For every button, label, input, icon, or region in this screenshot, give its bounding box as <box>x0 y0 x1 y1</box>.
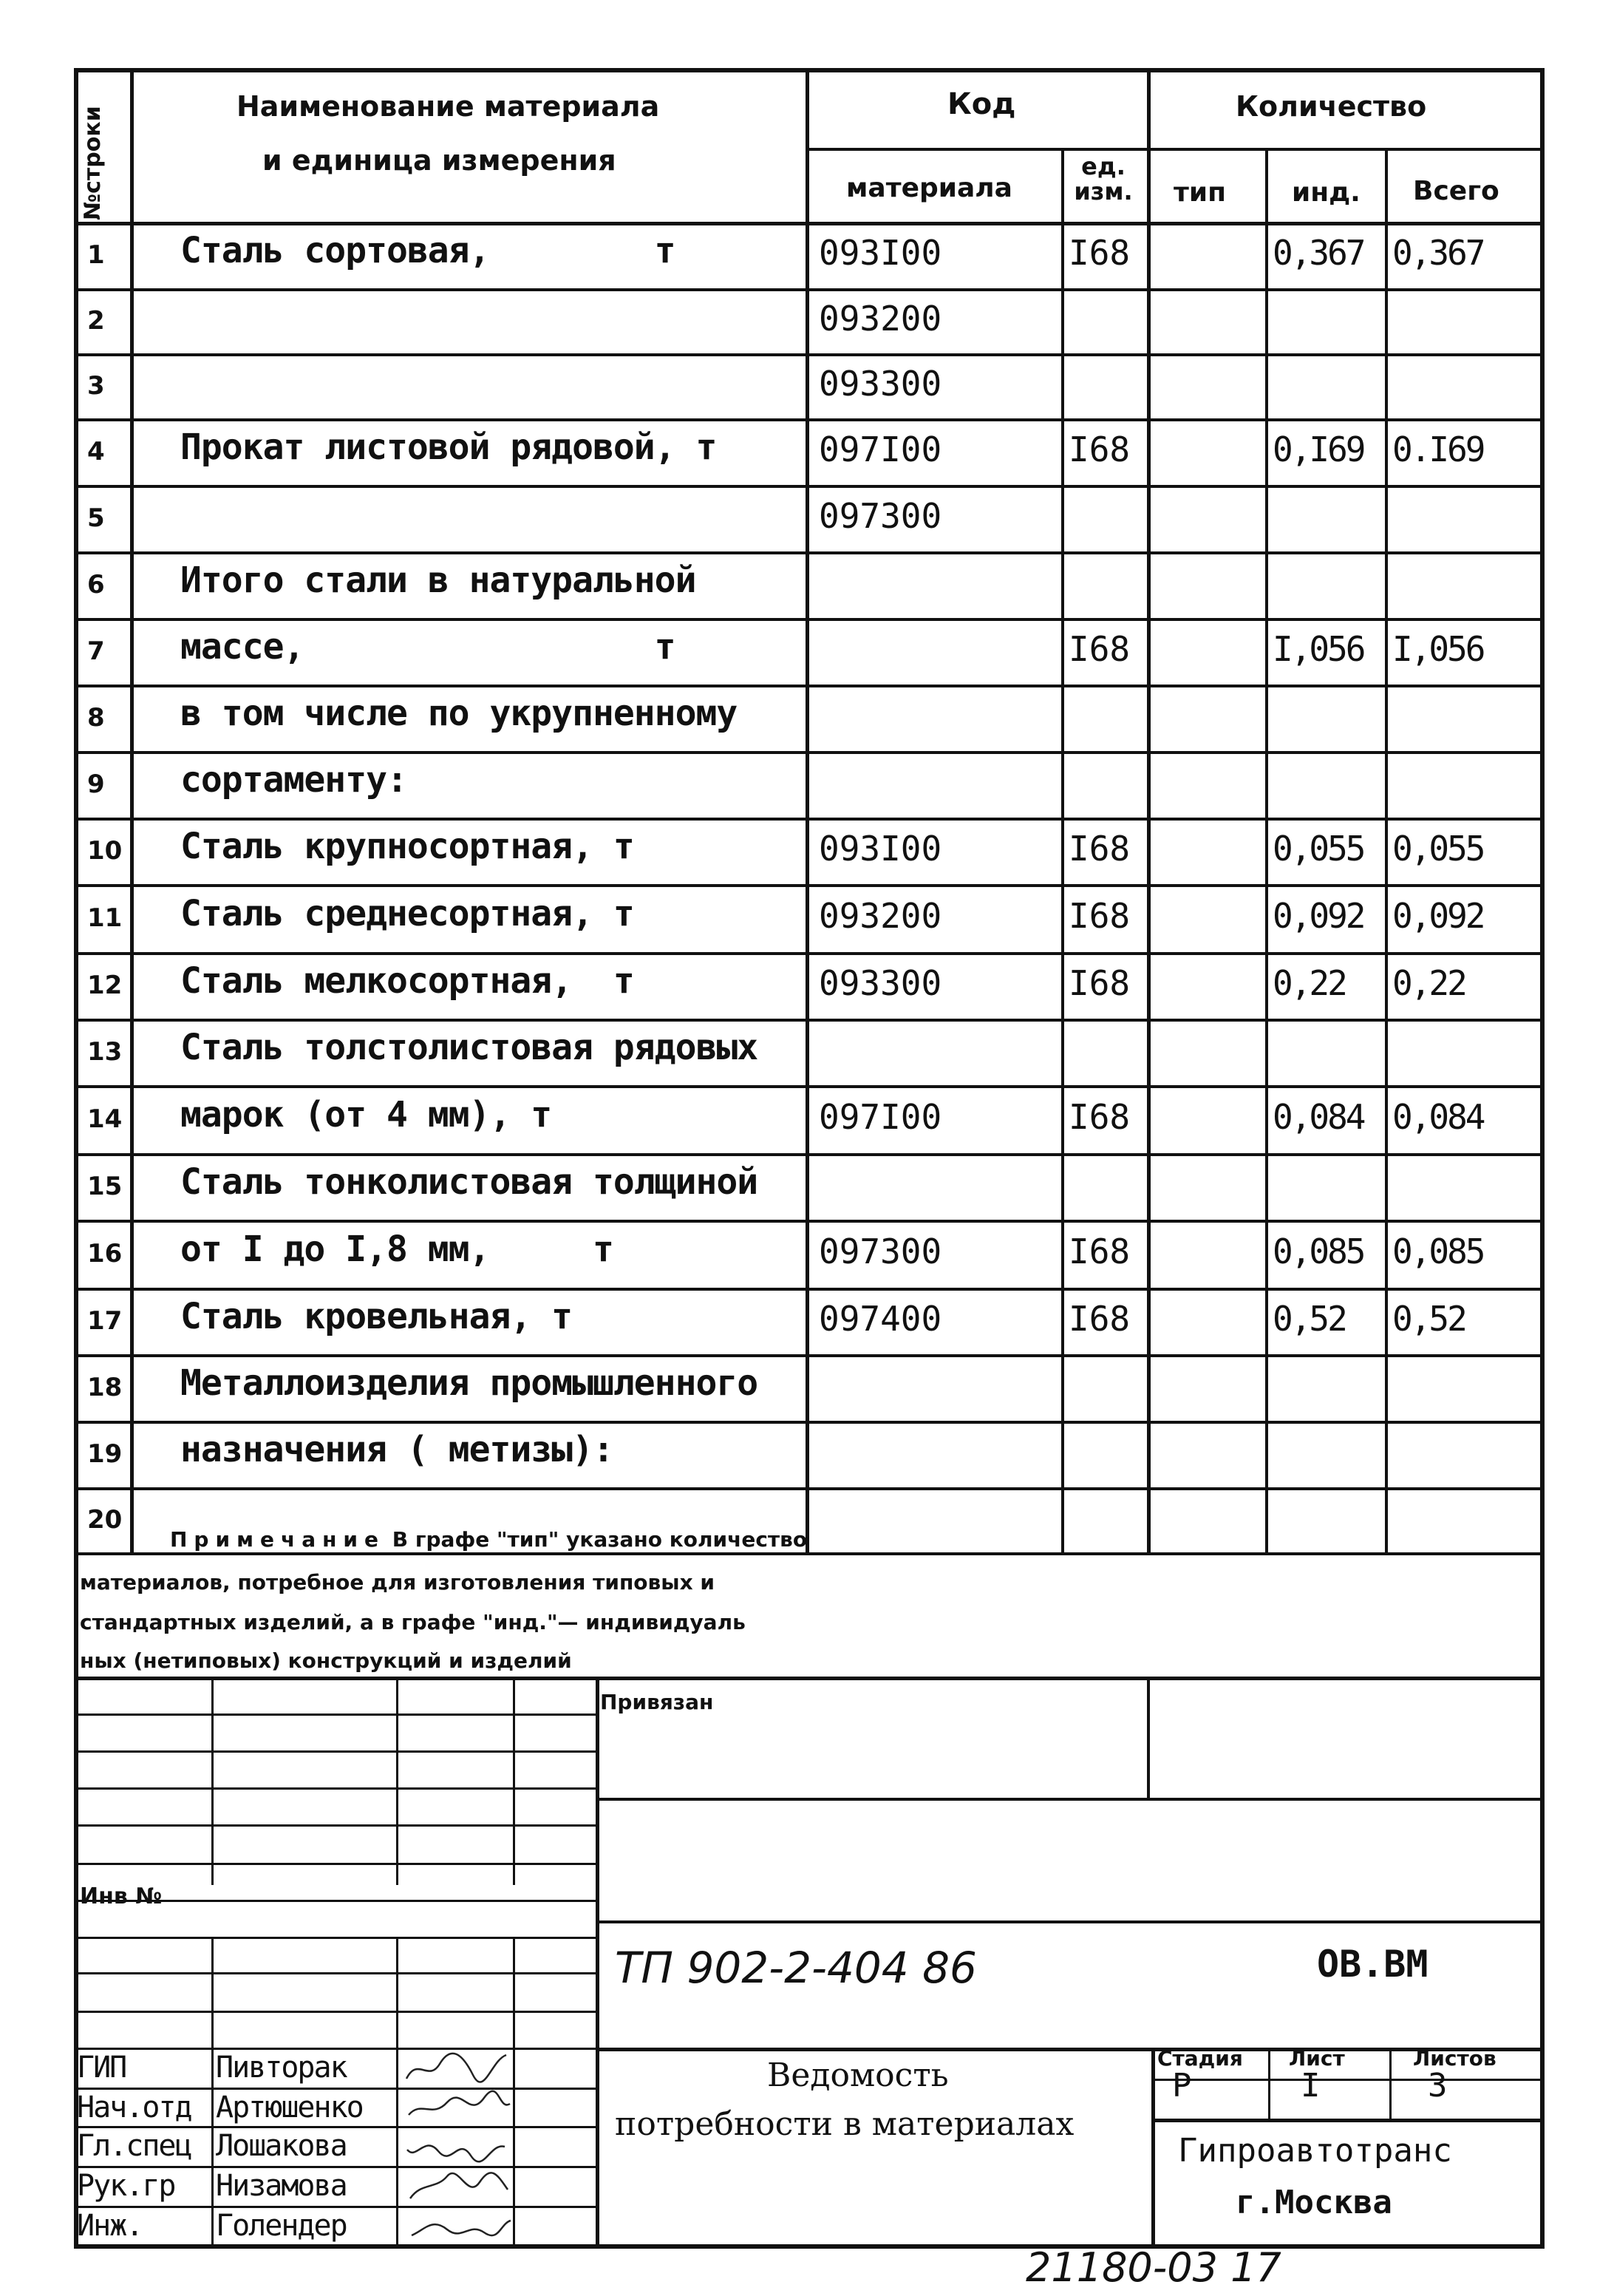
row-number: 5 <box>87 503 105 533</box>
stage-label: Стадия <box>1157 2046 1243 2071</box>
row-number: 6 <box>87 570 105 600</box>
material-code: 093200 <box>819 299 942 339</box>
ind-value: 0,22 <box>1273 963 1346 1003</box>
note-line3: стандартных изделий, а в графе "инд."— индивидуаль <box>80 1610 746 1634</box>
row-number: 9 <box>87 770 105 799</box>
sheets-label: Листов <box>1413 2046 1496 2071</box>
signer-row-line <box>74 2126 596 2128</box>
stamp-left-line <box>74 1972 597 1974</box>
sheet-value: I <box>1301 2067 1321 2105</box>
stamp-col-line <box>396 1677 398 1885</box>
row-line <box>74 1487 1543 1490</box>
row-line <box>74 353 1543 356</box>
unit-code: I68 <box>1069 1232 1131 1271</box>
total-header: Всего <box>1413 176 1499 206</box>
row-line <box>74 288 1543 291</box>
material-name: в том числе по укрупненному <box>180 693 738 734</box>
signature-icon <box>403 2049 514 2088</box>
row-line <box>74 1288 1543 1291</box>
unit-code: I68 <box>1069 963 1131 1003</box>
doc-code: ТП 902-2-404 86 <box>615 1943 977 1993</box>
quantity-header: Количество <box>1236 90 1427 123</box>
stamp-privyazan-divider <box>1147 1677 1150 1798</box>
stamp-col-line <box>396 1937 398 2249</box>
row-number: 16 <box>87 1239 123 1268</box>
total-value: 0,367 <box>1392 233 1484 273</box>
material-code: 097300 <box>819 496 942 536</box>
stamp-stage-bottom <box>1151 2119 1543 2122</box>
stamp-privyazan-bottom <box>596 1798 1543 1801</box>
unit-code: I68 <box>1069 1299 1131 1339</box>
signer-role: Нач.отд <box>77 2090 191 2125</box>
stamp-left-line <box>74 1787 597 1790</box>
note-label: Примечание <box>170 1527 386 1552</box>
unit-code: I68 <box>1069 429 1131 469</box>
type-header: тип <box>1174 177 1226 208</box>
material-code: 093I00 <box>819 829 942 869</box>
doc-title-line2: потребности в материалах <box>615 2105 1075 2143</box>
row-number: 12 <box>87 971 123 1000</box>
ind-value: 0,52 <box>1273 1299 1346 1339</box>
stamp-code-top <box>596 1920 1543 1923</box>
material-name: Сталь кровельная, т <box>180 1296 573 1337</box>
material-name: марок (от 4 мм), т <box>180 1094 552 1135</box>
signer-name: Пивторак <box>216 2051 347 2085</box>
row-line <box>74 1085 1543 1088</box>
row-number: 1 <box>87 240 105 270</box>
signature-icon <box>403 2089 514 2127</box>
row-number-header: №строки <box>80 106 106 220</box>
signer-row-line <box>74 2206 596 2208</box>
signer-row-line <box>74 2048 596 2050</box>
signer-row-line <box>74 2088 596 2090</box>
header-mid-line <box>806 148 1543 151</box>
row-number: 15 <box>87 1172 123 1201</box>
row-number: 20 <box>87 1505 123 1535</box>
material-name: Сталь мелкосортная, т <box>180 960 634 1002</box>
material-name: Сталь среднесортная, т <box>180 893 634 934</box>
row-number: 17 <box>87 1306 123 1336</box>
row-line <box>74 1552 1543 1555</box>
header-bottom-line <box>74 222 1543 225</box>
row-number: 14 <box>87 1104 123 1134</box>
stamp-left-line <box>74 1750 597 1753</box>
ind-value: 0,I69 <box>1273 429 1364 469</box>
signature-icon <box>403 2207 514 2246</box>
stage-value: Р <box>1172 2067 1192 2105</box>
row-line <box>74 485 1543 488</box>
signature-icon <box>403 2127 514 2166</box>
material-name: сортаменту: <box>180 759 407 801</box>
row-number: 10 <box>87 836 123 866</box>
stamp-stage-header <box>1151 2079 1543 2081</box>
row-line <box>74 685 1543 687</box>
total-value: I,056 <box>1392 629 1484 669</box>
signer-role: Гл.спец <box>77 2129 191 2163</box>
inv-label: Инв № <box>80 1884 163 1909</box>
material-name: Итого стали в натуральной <box>180 560 696 601</box>
row-number: 8 <box>87 703 105 733</box>
stamp-col-line <box>513 1677 515 1885</box>
total-value: 0,092 <box>1392 896 1484 936</box>
ind-value: 0,055 <box>1273 829 1364 869</box>
name-header-line2: и единица измерения <box>262 144 616 177</box>
organization-city: г.Москва <box>1236 2184 1392 2221</box>
unit-header: ед. изм. <box>1074 152 1133 206</box>
row-line <box>74 952 1543 955</box>
total-value: 0,055 <box>1392 829 1484 869</box>
total-value: 0,22 <box>1392 963 1465 1003</box>
name-header-line1: Наименование материала <box>236 90 660 123</box>
row-number: 11 <box>87 903 123 933</box>
ind-value: 0,092 <box>1273 896 1364 936</box>
note-line4: ных (нетиповых) конструкций и изделий <box>80 1648 572 1673</box>
ind-value: 0,084 <box>1273 1097 1364 1137</box>
stamp-left-line <box>74 1824 597 1827</box>
total-value: 0,084 <box>1392 1097 1484 1137</box>
signature-icon <box>403 2167 514 2206</box>
material-name: от I до I,8 мм, т <box>180 1229 613 1270</box>
material-code-header: материала <box>846 173 1012 203</box>
row-number: 13 <box>87 1037 123 1067</box>
stamp-col-line <box>211 1677 214 1885</box>
ind-column-border <box>1385 148 1388 1552</box>
ind-value: 0,367 <box>1273 233 1364 273</box>
row-line <box>74 1019 1543 1022</box>
material-code: 093I00 <box>819 233 942 273</box>
total-value: 0,52 <box>1392 1299 1465 1339</box>
signer-role: Рук.гр <box>77 2169 175 2203</box>
row-line <box>74 418 1543 421</box>
signer-name: Голендер <box>216 2209 347 2243</box>
stamp-left-line <box>74 2011 597 2013</box>
doc-mark: ОВ.ВМ <box>1317 1943 1429 1986</box>
code-column-border <box>1061 148 1064 1552</box>
material-code: 093300 <box>819 364 942 404</box>
unit-code: I68 <box>1069 896 1131 936</box>
row-line <box>74 884 1543 887</box>
row-line <box>74 1421 1543 1424</box>
stamp-left-line <box>74 1863 597 1865</box>
row-number: 7 <box>87 636 105 666</box>
ind-header: инд. <box>1292 177 1361 208</box>
total-value: 0,085 <box>1392 1232 1484 1271</box>
row-number: 3 <box>87 371 105 401</box>
signer-name: Низамова <box>216 2169 347 2203</box>
material-code: 097300 <box>819 1232 942 1271</box>
stamp-left-line <box>74 1713 597 1716</box>
stamp-left-line <box>74 1677 597 1679</box>
row-number: 18 <box>87 1373 123 1402</box>
note-line1 <box>170 1527 807 1552</box>
row-line <box>74 618 1543 621</box>
material-code: 093200 <box>819 896 942 936</box>
doc-title-line1: Ведомость <box>767 2056 949 2094</box>
material-name: Сталь сортовая, т <box>180 230 675 271</box>
unit-code: I68 <box>1069 829 1131 869</box>
code-header: Код <box>947 87 1016 121</box>
signer-name: Лошакова <box>216 2129 347 2163</box>
material-name: Прокат листовой рядовой, т <box>180 427 717 468</box>
unit-code: I68 <box>1069 629 1131 669</box>
row-line <box>74 1220 1543 1223</box>
sheets-value: 3 <box>1428 2067 1448 2105</box>
signer-role: Инж. <box>77 2209 143 2243</box>
material-name: Сталь толстолистовая рядовых <box>180 1027 758 1068</box>
signer-name: Артюшенко <box>216 2090 363 2125</box>
stamp-col-line <box>211 1937 214 2249</box>
material-code: 097I00 <box>819 429 942 469</box>
row-number: 2 <box>87 306 105 336</box>
privyazan-label: Привязан <box>600 1690 714 1714</box>
type-column-border <box>1265 148 1268 1552</box>
material-name: Металлоизделия промышленного <box>180 1362 758 1404</box>
archive-number: 21180-03 17 <box>1026 2244 1281 2291</box>
material-code: 097I00 <box>819 1097 942 1137</box>
ind-value: 0,085 <box>1273 1232 1364 1271</box>
organization: Гипроавтотранс <box>1178 2132 1452 2170</box>
signer-row-line <box>74 2244 596 2246</box>
material-code: 093300 <box>819 963 942 1003</box>
signer-role: ГИП <box>77 2051 126 2085</box>
signer-row-line <box>74 2166 596 2168</box>
unit-code: I68 <box>1069 1097 1131 1137</box>
row-line <box>74 1354 1543 1357</box>
row-line <box>74 1153 1543 1156</box>
stamp-title-right <box>1151 2048 1155 2249</box>
material-name: Сталь крупносортная, т <box>180 826 634 867</box>
note-line2: материалов, потребное для изготовления типовых и <box>80 1570 715 1594</box>
sheet-label: Лист <box>1289 2046 1345 2071</box>
row-line <box>74 751 1543 754</box>
stamp-title-top <box>596 2048 1543 2051</box>
stamp-left-line <box>74 1937 597 1939</box>
material-name: Сталь тонколистовая толщиной <box>180 1161 758 1203</box>
row-line <box>74 818 1543 821</box>
row-number: 19 <box>87 1439 123 1469</box>
stamp-stage-col <box>1389 2048 1392 2119</box>
unit-code: I68 <box>1069 233 1131 273</box>
ind-value: I,056 <box>1273 629 1364 669</box>
note-text-1: В графе "тип" указано количество <box>392 1527 808 1552</box>
material-name: массе, т <box>180 626 675 668</box>
material-name: назначения ( метизы): <box>180 1429 613 1470</box>
material-code: 097400 <box>819 1299 942 1339</box>
stamp-stage-col <box>1268 2048 1270 2119</box>
stamp-main-border <box>596 1677 599 2249</box>
total-value: 0.I69 <box>1392 429 1484 469</box>
row-number: 4 <box>87 437 105 466</box>
row-line <box>74 551 1543 554</box>
